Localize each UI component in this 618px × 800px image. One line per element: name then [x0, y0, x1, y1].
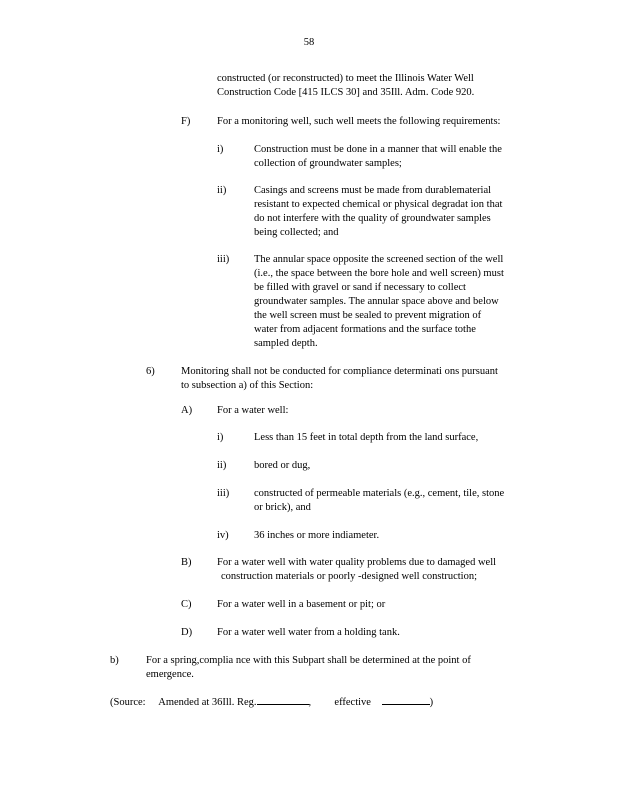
section-C-label: C): [181, 599, 192, 610]
section-b-text: [146, 654, 518, 682]
text-line: construction materials or poorly -designed well construction;: [221, 571, 478, 582]
section-b-label: b): [110, 655, 119, 666]
intro-line: Construction Code [415 ILCS 30] and 35Ill. Adm. Code 920.: [217, 87, 475, 98]
text-line: do not interfere with the quality of groundwater samples: [254, 213, 491, 224]
A-item-i-text: Less than 15 feet in total depth from the land surface,: [254, 432, 479, 443]
A-item-i-label: i): [217, 432, 224, 443]
section-D-text: For a water well water from a holding tank.: [217, 627, 400, 638]
F-item-iii-text: [254, 253, 537, 351]
effective-date-blank: [382, 695, 430, 705]
source-note: [110, 695, 433, 710]
text-line: to subsection a) of this Section:: [181, 380, 314, 391]
F-item-iii-label: iii): [217, 254, 230, 265]
text-line: Construction must be done in a manner that will enable the: [254, 144, 502, 155]
text-line: For a water well with water quality problems due to damaged well: [217, 557, 497, 568]
source-close: ): [429, 697, 434, 708]
intro-paragraph: [217, 72, 537, 100]
text-line: the well screen must be sealed to prevent migration of: [254, 310, 482, 321]
section-A-text: For a water well:: [217, 405, 289, 416]
F-item-ii-text: [254, 184, 537, 240]
text-line: be filled with gravel or sand if necessary to collect: [254, 282, 466, 293]
A-item-iii-label: iii): [217, 488, 230, 499]
register-blank: [257, 695, 309, 705]
text-line: groundwater samples. The annular space above and below: [254, 296, 499, 307]
section-F-label: F): [181, 116, 191, 127]
source-amended: Amended at 36Ill. Reg.: [158, 697, 257, 708]
A-item-iii-text: [254, 487, 537, 515]
source-effective: effective: [334, 697, 371, 708]
A-item-ii-label: ii): [217, 460, 227, 471]
F-item-i-text: [254, 143, 537, 171]
section-C-text: For a water well in a basement or pit; or: [217, 599, 386, 610]
A-item-iv-label: iv): [217, 530, 229, 541]
text-line: Monitoring shall not be conducted for compliance determinati ons pursuant: [181, 366, 498, 377]
section-A-label: A): [181, 405, 193, 416]
F-item-i-label: i): [217, 144, 224, 155]
text-line: collection of groundwater samples;: [254, 158, 402, 169]
section-6-text: [181, 365, 537, 393]
text-line: (i.e., the space between the bore hole and well screen) must: [254, 268, 504, 279]
text-line: resistant to expected chemical or physical degradat ion that: [254, 199, 503, 210]
text-line: or brick), and: [254, 502, 311, 513]
text-line: constructed of permeable materials (e.g., cement, tile, stone: [254, 488, 505, 499]
text-line: water from adjacent formations and the surface tothe: [254, 324, 476, 335]
text-line: being collected; and: [254, 227, 339, 238]
A-item-iv-text: 36 inches or more indiameter.: [254, 530, 380, 541]
source-prefix: (Source:: [110, 697, 146, 708]
section-B-text: [217, 556, 537, 584]
A-item-ii-text: bored or dug,: [254, 460, 311, 471]
section-6-label: 6): [146, 366, 155, 377]
F-item-ii-label: ii): [217, 185, 227, 196]
text-line: For a spring,complia nce with this Subpart shall be determined at the point of: [146, 655, 471, 666]
text-line: The annular space opposite the screened section of the well: [254, 254, 504, 265]
section-B-label: B): [181, 557, 192, 568]
source-comma: ,: [308, 697, 312, 708]
text-line: emergence.: [146, 669, 194, 680]
page-number: 58: [303, 37, 315, 48]
intro-line: constructed (or reconstructed) to meet the Illinois Water Well: [217, 73, 474, 84]
text-line: Casings and screens must be made from durablematerial: [254, 185, 492, 196]
section-F-text: For a monitoring well, such well meets the following requirements:: [217, 116, 501, 127]
section-D-label: D): [181, 627, 193, 638]
text-line: sampled depth.: [254, 338, 318, 349]
